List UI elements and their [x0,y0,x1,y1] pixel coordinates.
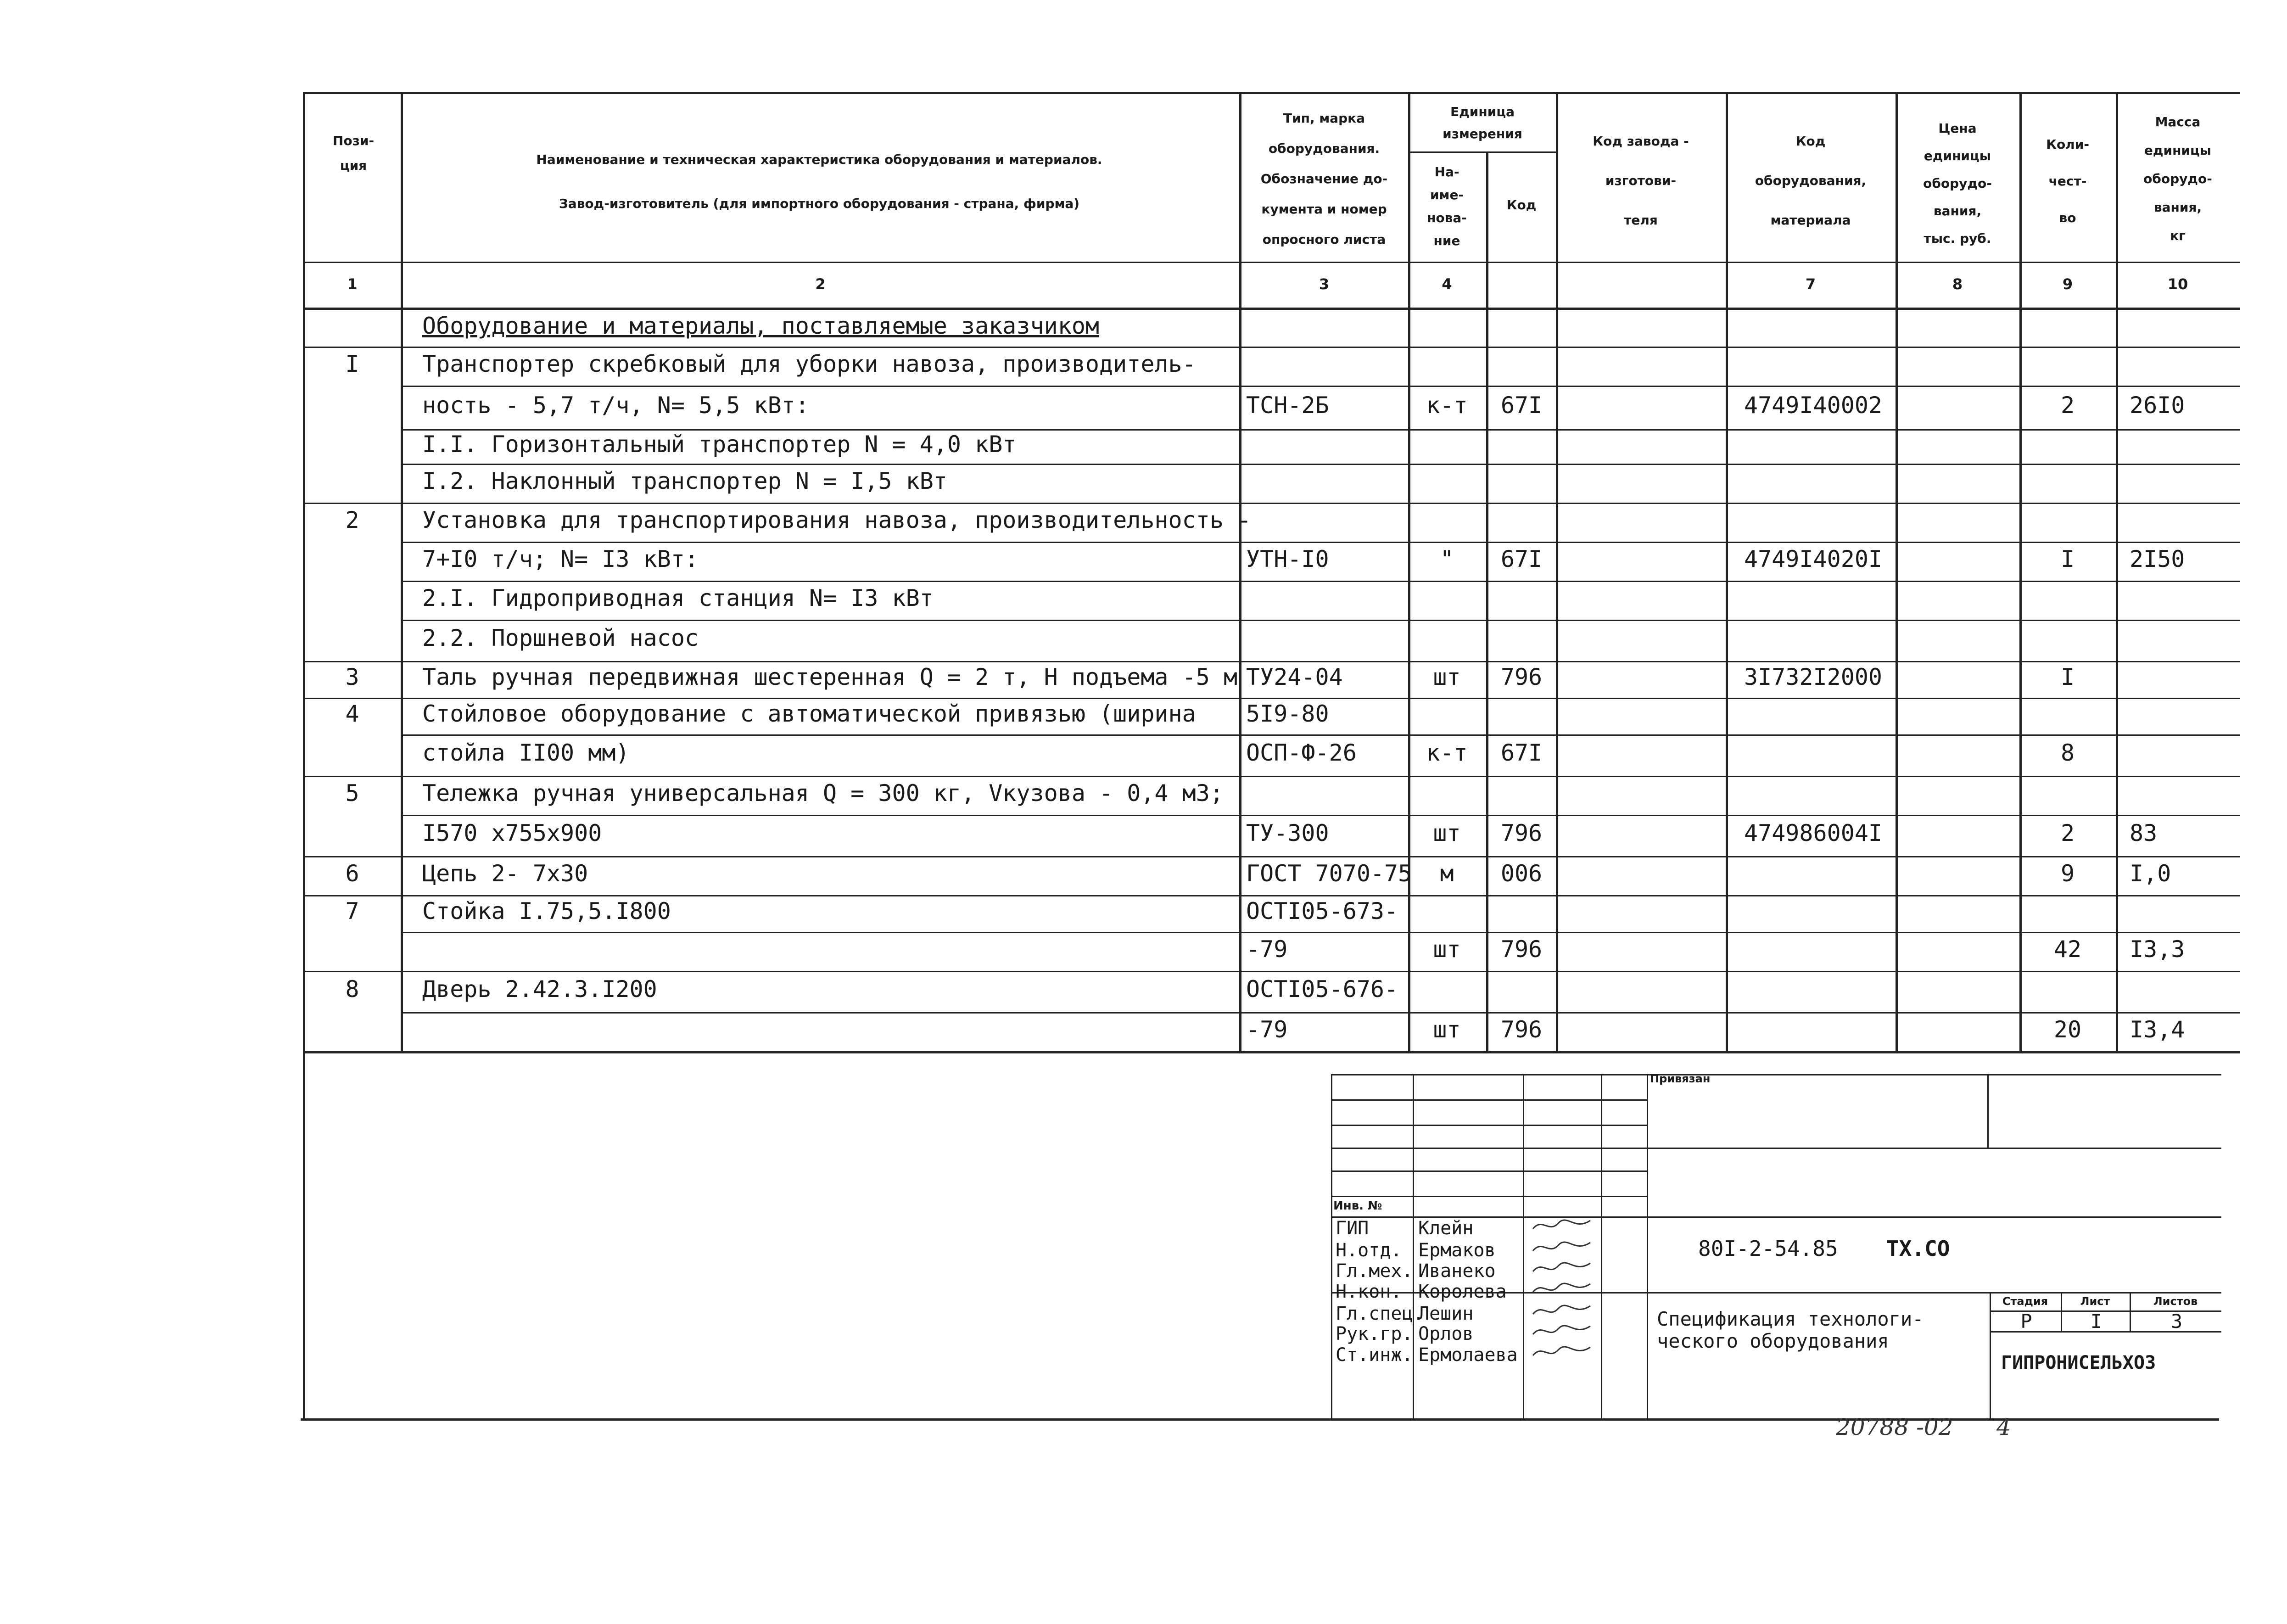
row-10-unit: шт [1433,664,1461,690]
row-divider [401,856,2240,857]
row-3-mass: 26I0 [2130,392,2185,419]
row-divider [401,620,2240,621]
row-divider [401,815,2240,816]
stamp-role: ГИП [1336,1218,1369,1239]
row-18-name: Дверь 2.42.3.I200 [422,976,657,1002]
row-divider [401,971,2240,972]
row-divider [401,895,2240,896]
header-plant-code: Код завода - изготови- теля [1593,134,1689,228]
row-divider [401,776,2240,777]
stamp-role: Ст.инж. [1336,1344,1413,1366]
stamp-role: Гл.спец. [1336,1303,1424,1324]
row-14-mass: 83 [2130,820,2158,846]
row-13-pos: 5 [345,779,359,806]
row-10-pos: 3 [345,664,359,690]
stamp-role: Рук.гр. [1336,1323,1413,1344]
row-14-equip: 474986004I [1744,820,1883,846]
row-19-code: 796 [1500,1016,1543,1043]
row-11-pos: 4 [345,700,359,727]
position-divider [303,895,401,896]
sheets-value: 3 [2170,1310,2183,1333]
row-7-name: 7+I0 т/ч; N= I3 кВт: [422,545,699,572]
doc-mark: ТХ.СО [1886,1236,1950,1261]
header-mass: Масса единицы оборудо- вания, кг [2143,114,2212,243]
sheet-label: Лист [2080,1295,2110,1308]
inv-label: Инв. № [1333,1199,1382,1213]
header-unit-group: Единица измерения [1443,104,1522,141]
header-quantity: Коли- чест- во [2046,137,2089,225]
row-11-type: 5I9-80 [1246,700,1329,727]
row-divider [401,1012,2240,1014]
row-14-type: ТУ-300 [1246,820,1329,846]
row-divider [401,734,2240,736]
page-number: 4 [1996,1414,2011,1440]
col-number: 7 [1805,275,1816,293]
row-14-code: 796 [1500,820,1543,846]
stage-label: Стадия [2002,1295,2048,1308]
row-19-type: -79 [1246,1016,1288,1043]
row-19-mass: I3,4 [2130,1016,2185,1043]
stage-value: Р [2020,1310,2032,1333]
row-10-equip: 3I732I2000 [1744,664,1883,690]
row-12-code: 67I [1500,739,1543,766]
row-3-equip: 4749I40002 [1744,392,1883,419]
row-14-unit: шт [1433,820,1461,846]
row-18-type: ОСТI05-676- [1246,976,1398,1002]
row-divider [401,932,2240,933]
col-number: 2 [815,275,826,293]
row-15-pos: 6 [345,860,359,887]
row-16-name: Стойка I.75,5.I800 [422,898,671,924]
row-divider [401,429,2240,431]
position-divider [303,661,401,662]
row-7-equip: 4749I4020I [1744,545,1883,572]
header-unit-name: На- име- нова- ние [1427,164,1467,248]
row-14-name: I570 x755x900 [422,820,602,846]
position-divider [303,698,401,699]
row-divider [401,698,2240,699]
row-3-name: ность - 5,7 т/ч, N= 5,5 кВт: [422,392,809,419]
doc-title: Спецификация технологи- ческого оборудования [1657,1308,1924,1352]
sheets-label: Листов [2153,1295,2198,1308]
stamp-person-name: Ермолаева [1418,1344,1518,1366]
privyazan-label: Привязан [1650,1072,1711,1085]
stamp-person-name: Ермаков [1418,1240,1496,1261]
stamp-person-name: Королева [1418,1281,1507,1302]
row-17-qty: 42 [2053,935,2082,963]
row-3-code: 67I [1500,392,1543,419]
row-3-qty: 2 [2060,392,2075,419]
row-10-qty: I [2060,664,2075,690]
row-19-qty: 20 [2053,1016,2082,1043]
header-price: Цена единицы оборудо- вания, тыс. руб. [1923,121,1992,246]
row-divider [401,386,2240,387]
row-10-code: 796 [1500,664,1543,690]
col-number: 4 [1442,275,1452,293]
row-14-qty: 2 [2060,820,2075,846]
row-11-name: Стойловое оборудование с автоматической привязью (ширина [422,700,1196,727]
position-divider [303,856,401,857]
archive-number: 20788 -02 [1836,1414,1953,1440]
row-7-mass: 2I50 [2130,545,2185,572]
row-divider [401,464,2240,465]
sheet-value: I [2090,1310,2102,1333]
col-number: 9 [2062,275,2073,293]
row-15-code: 006 [1500,860,1543,887]
row-divider [401,542,2240,543]
stamp-person-name: Орлов [1418,1323,1474,1344]
stamp-role: Н.кон. [1336,1281,1402,1302]
header-name: Наименование и техническая характеристика оборудования и материалов. Завод-изготовитель (для импортного оборудования - страна, фирма) [536,152,1102,211]
row-17-mass: I3,3 [2130,935,2185,963]
row-17-type: -79 [1246,935,1288,963]
row-2-name: Транспортер скребковый для уборки навоза, производитель- [422,350,1196,377]
row-15-type: ГОСТ 7070-75 [1246,860,1412,887]
position-divider [303,971,401,972]
row-7-unit: " [1440,545,1454,572]
row-15-name: Цепь 2- 7x30 [422,860,588,887]
row-17-code: 796 [1500,935,1543,963]
row-9-name: 2.2. Поршневой насос [422,625,699,651]
row-12-name: стойла II00 мм) [422,739,630,766]
row-13-name: Тележка ручная универсальная Q = 300 кг, Vкузова - 0,4 м3; [422,779,1224,806]
row-6-name: Установка для транспортирования навоза, производительность - [422,506,1252,533]
header-position: Пози- ция [332,133,375,173]
row-3-unit: к-т [1426,392,1468,419]
row-15-qty: 9 [2060,860,2075,887]
stamp-role: Гл.мех. [1336,1260,1413,1282]
header-equipment-code: Код оборудования, материала [1755,134,1867,228]
row-15-unit: м [1440,860,1454,887]
header-unit-code: Код [1506,197,1537,213]
row-15-mass: I,0 [2130,860,2171,887]
row-3-type: ТСН-2Б [1246,392,1329,419]
row-7-code: 67I [1500,545,1543,572]
row-2-pos: I [345,350,359,377]
row-17-unit: шт [1433,935,1461,963]
doc-code: 80I-2-54.85 [1698,1236,1838,1261]
row-16-type: ОСТI05-673- [1246,898,1398,924]
row-10-name: Таль ручная передвижная шестеренная Q = 2 т, Н подъема -5 м [422,664,1238,690]
col-number: 1 [347,275,358,293]
stamp-role: Н.отд. [1336,1240,1402,1261]
position-divider [303,503,401,504]
row-16-pos: 7 [345,898,359,924]
row-5-name: I.2. Наклонный транспортер N = I,5 кВт [422,467,947,494]
position-divider [303,347,401,348]
row-7-qty: I [2060,545,2075,572]
row-19-unit: шт [1433,1016,1461,1043]
row-divider [401,503,2240,504]
organization: ГИПРОНИСЕЛЬХОЗ [2001,1352,2156,1373]
row-12-qty: 8 [2060,739,2075,766]
stamp-person-name: Лешин [1418,1303,1474,1324]
row-4-name: I.I. Горизонтальный транспортер N = 4,0 кВт [422,431,1017,458]
row-divider [401,347,2240,348]
row-divider [401,581,2240,582]
col-number: 10 [2167,275,2188,293]
stamp-person-name: Клейн [1418,1218,1474,1239]
row-1-name: Оборудование и материалы, поставляемые заказчиком [422,313,1100,339]
header-type: Тип, марка оборудования. Обозначение до- кумента и номер опросного листа [1260,111,1388,247]
row-10-type: ТУ24-04 [1246,664,1343,690]
row-12-unit: к-т [1426,739,1468,766]
signature [1531,1342,1595,1367]
position-divider [303,776,401,777]
col-number: 8 [1952,275,1963,293]
row-divider [401,661,2240,662]
col-number: 3 [1319,275,1330,293]
row-18-pos: 8 [345,976,359,1002]
stamp-person-name: Иванеко [1418,1260,1496,1282]
row-7-type: УТН-I0 [1246,545,1329,572]
row-6-pos: 2 [345,506,359,533]
row-8-name: 2.I. Гидроприводная станция N= I3 кВт [422,584,934,611]
row-12-type: ОСП-Ф-26 [1246,739,1357,766]
